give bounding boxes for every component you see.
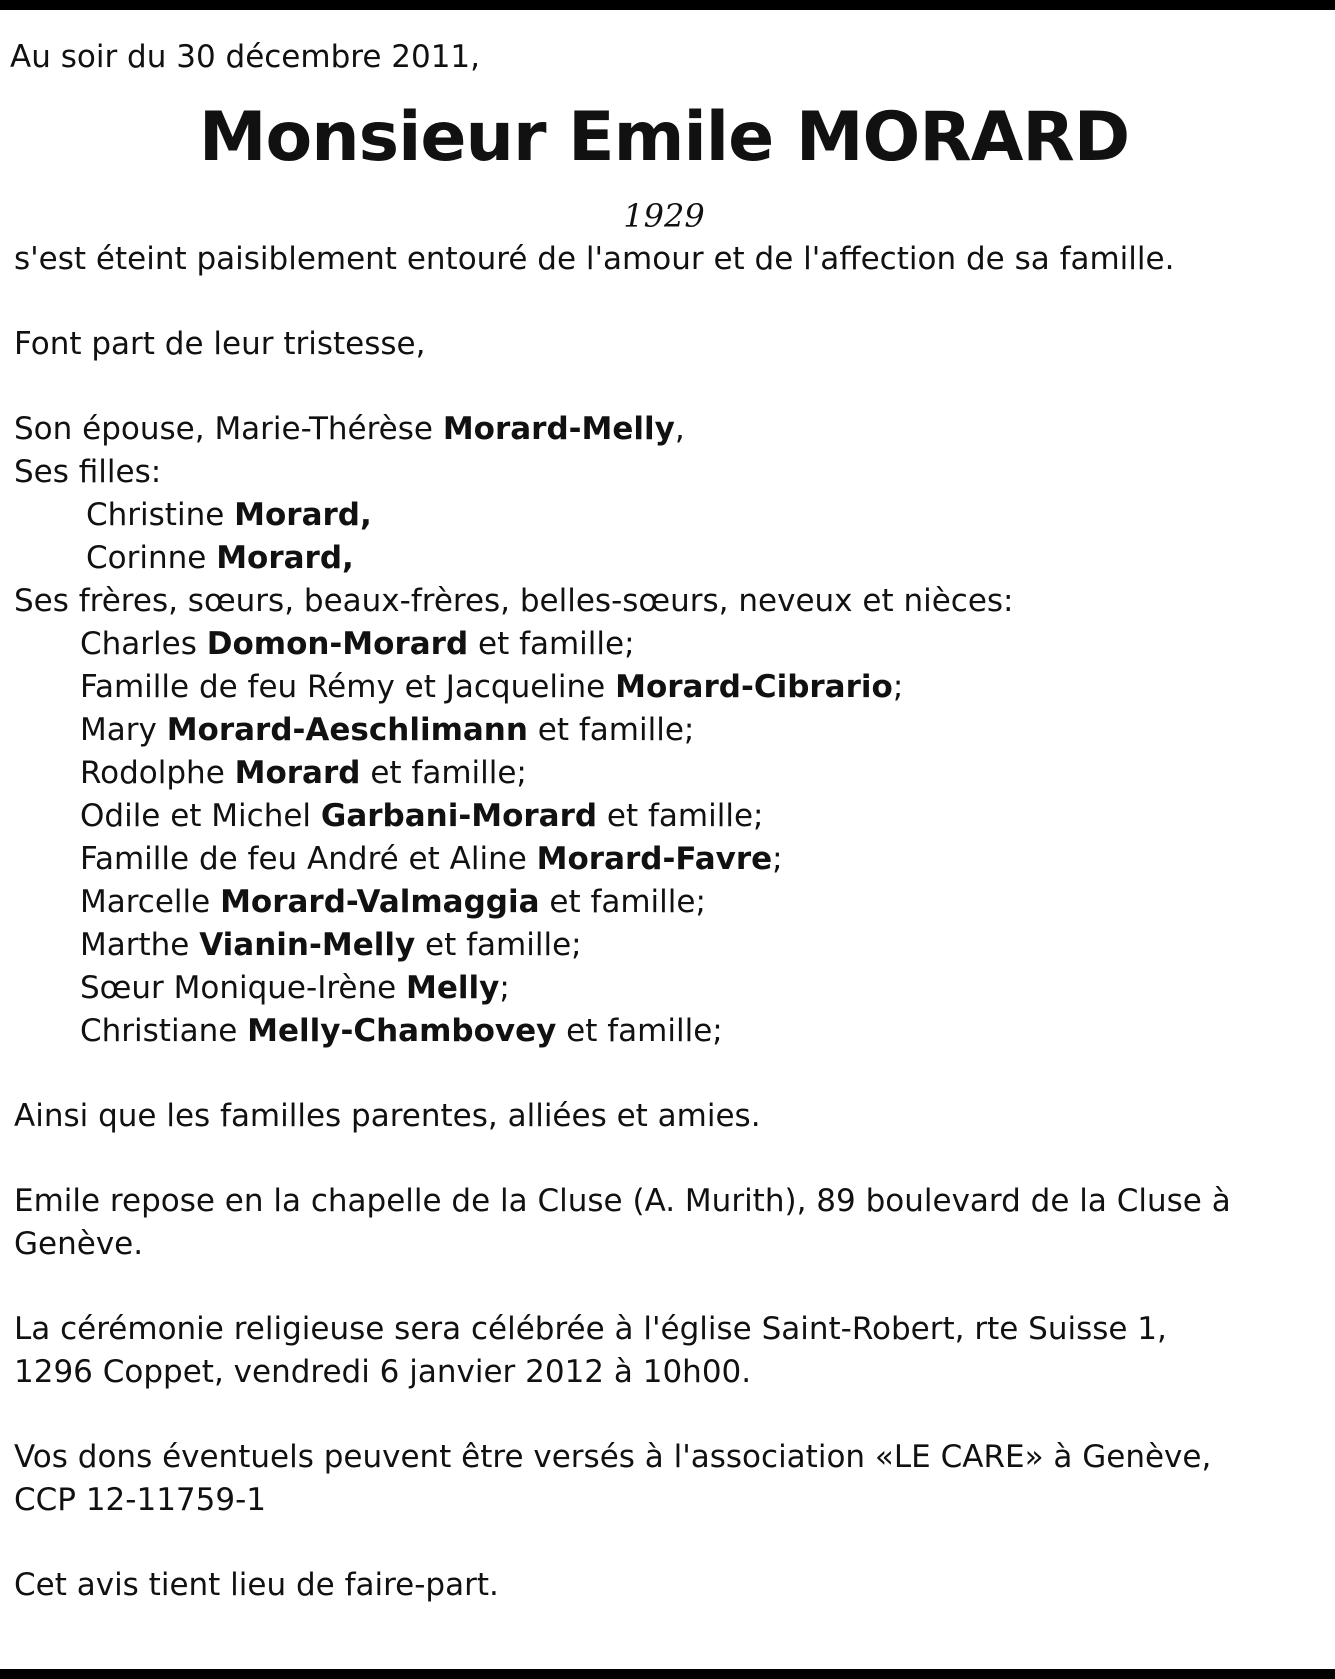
- intro-line: Au soir du 30 décembre 2011,: [10, 39, 480, 75]
- ceremony-line: 1296 Coppet, vendredi 6 janvier 2012 à 10h00.: [14, 1354, 752, 1390]
- siblings-label: Ses frères, sœurs, beaux-frères, belles-sœurs, neveux et nièces:: [14, 583, 1014, 619]
- ceremony-line: La cérémonie religieuse sera célébrée à l'église Saint-Robert, rte Suisse 1,: [14, 1311, 1167, 1347]
- top-rule: [0, 0, 1335, 10]
- birth-year: 1929: [623, 197, 705, 235]
- donations-line: Vos dons éventuels peuvent être versés à l'association «LE CARE» à Genève,: [14, 1439, 1212, 1475]
- sibling-entry: Odile et Michel Garbani-Morard et famille;: [80, 798, 764, 834]
- daughters-label: Ses filles:: [14, 454, 162, 490]
- bottom-rule: [0, 1669, 1335, 1679]
- sibling-entry: Famille de feu Rémy et Jacqueline Morard-Cibrario;: [80, 669, 904, 705]
- rest-line: Genève.: [14, 1226, 144, 1262]
- deceased-name: Monsieur Emile MORARD: [198, 98, 1130, 177]
- sibling-entry: Charles Domon-Morard et famille;: [80, 626, 635, 662]
- sibling-entry: Mary Morard-Aeschlimann et famille;: [80, 712, 695, 748]
- announcement-line: s'est éteint paisiblement entouré de l'amour et de l'affection de sa famille.: [14, 241, 1175, 277]
- sibling-entry: Christiane Melly-Chambovey et famille;: [80, 1013, 723, 1049]
- families-line: Ainsi que les familles parentes, alliées et amies.: [14, 1098, 761, 1134]
- closing-line: Cet avis tient lieu de faire-part.: [14, 1567, 499, 1603]
- obituary-notice: [10, 36, 1314, 1607]
- daughter-entry: Corinne Morard,: [86, 540, 354, 576]
- rest-line: Emile repose en la chapelle de la Cluse (A. Murith), 89 boulevard de la Cluse à: [14, 1183, 1231, 1219]
- sibling-entry: Marcelle Morard-Valmaggia et famille;: [80, 884, 706, 920]
- sibling-entry: Famille de feu André et Aline Morard-Favre;: [80, 841, 783, 877]
- sibling-entry: Sœur Monique-Irène Melly;: [80, 970, 510, 1006]
- sorrow-line: Font part de leur tristesse,: [14, 326, 426, 362]
- sibling-entry: Marthe Vianin-Melly et famille;: [80, 927, 582, 963]
- spouse-line: Son épouse, Marie-Thérèse Morard-Melly,: [14, 411, 685, 447]
- sibling-entry: Rodolphe Morard et famille;: [80, 755, 527, 791]
- donations-line: CCP 12-11759-1: [14, 1482, 266, 1518]
- daughter-entry: Christine Morard,: [86, 497, 372, 533]
